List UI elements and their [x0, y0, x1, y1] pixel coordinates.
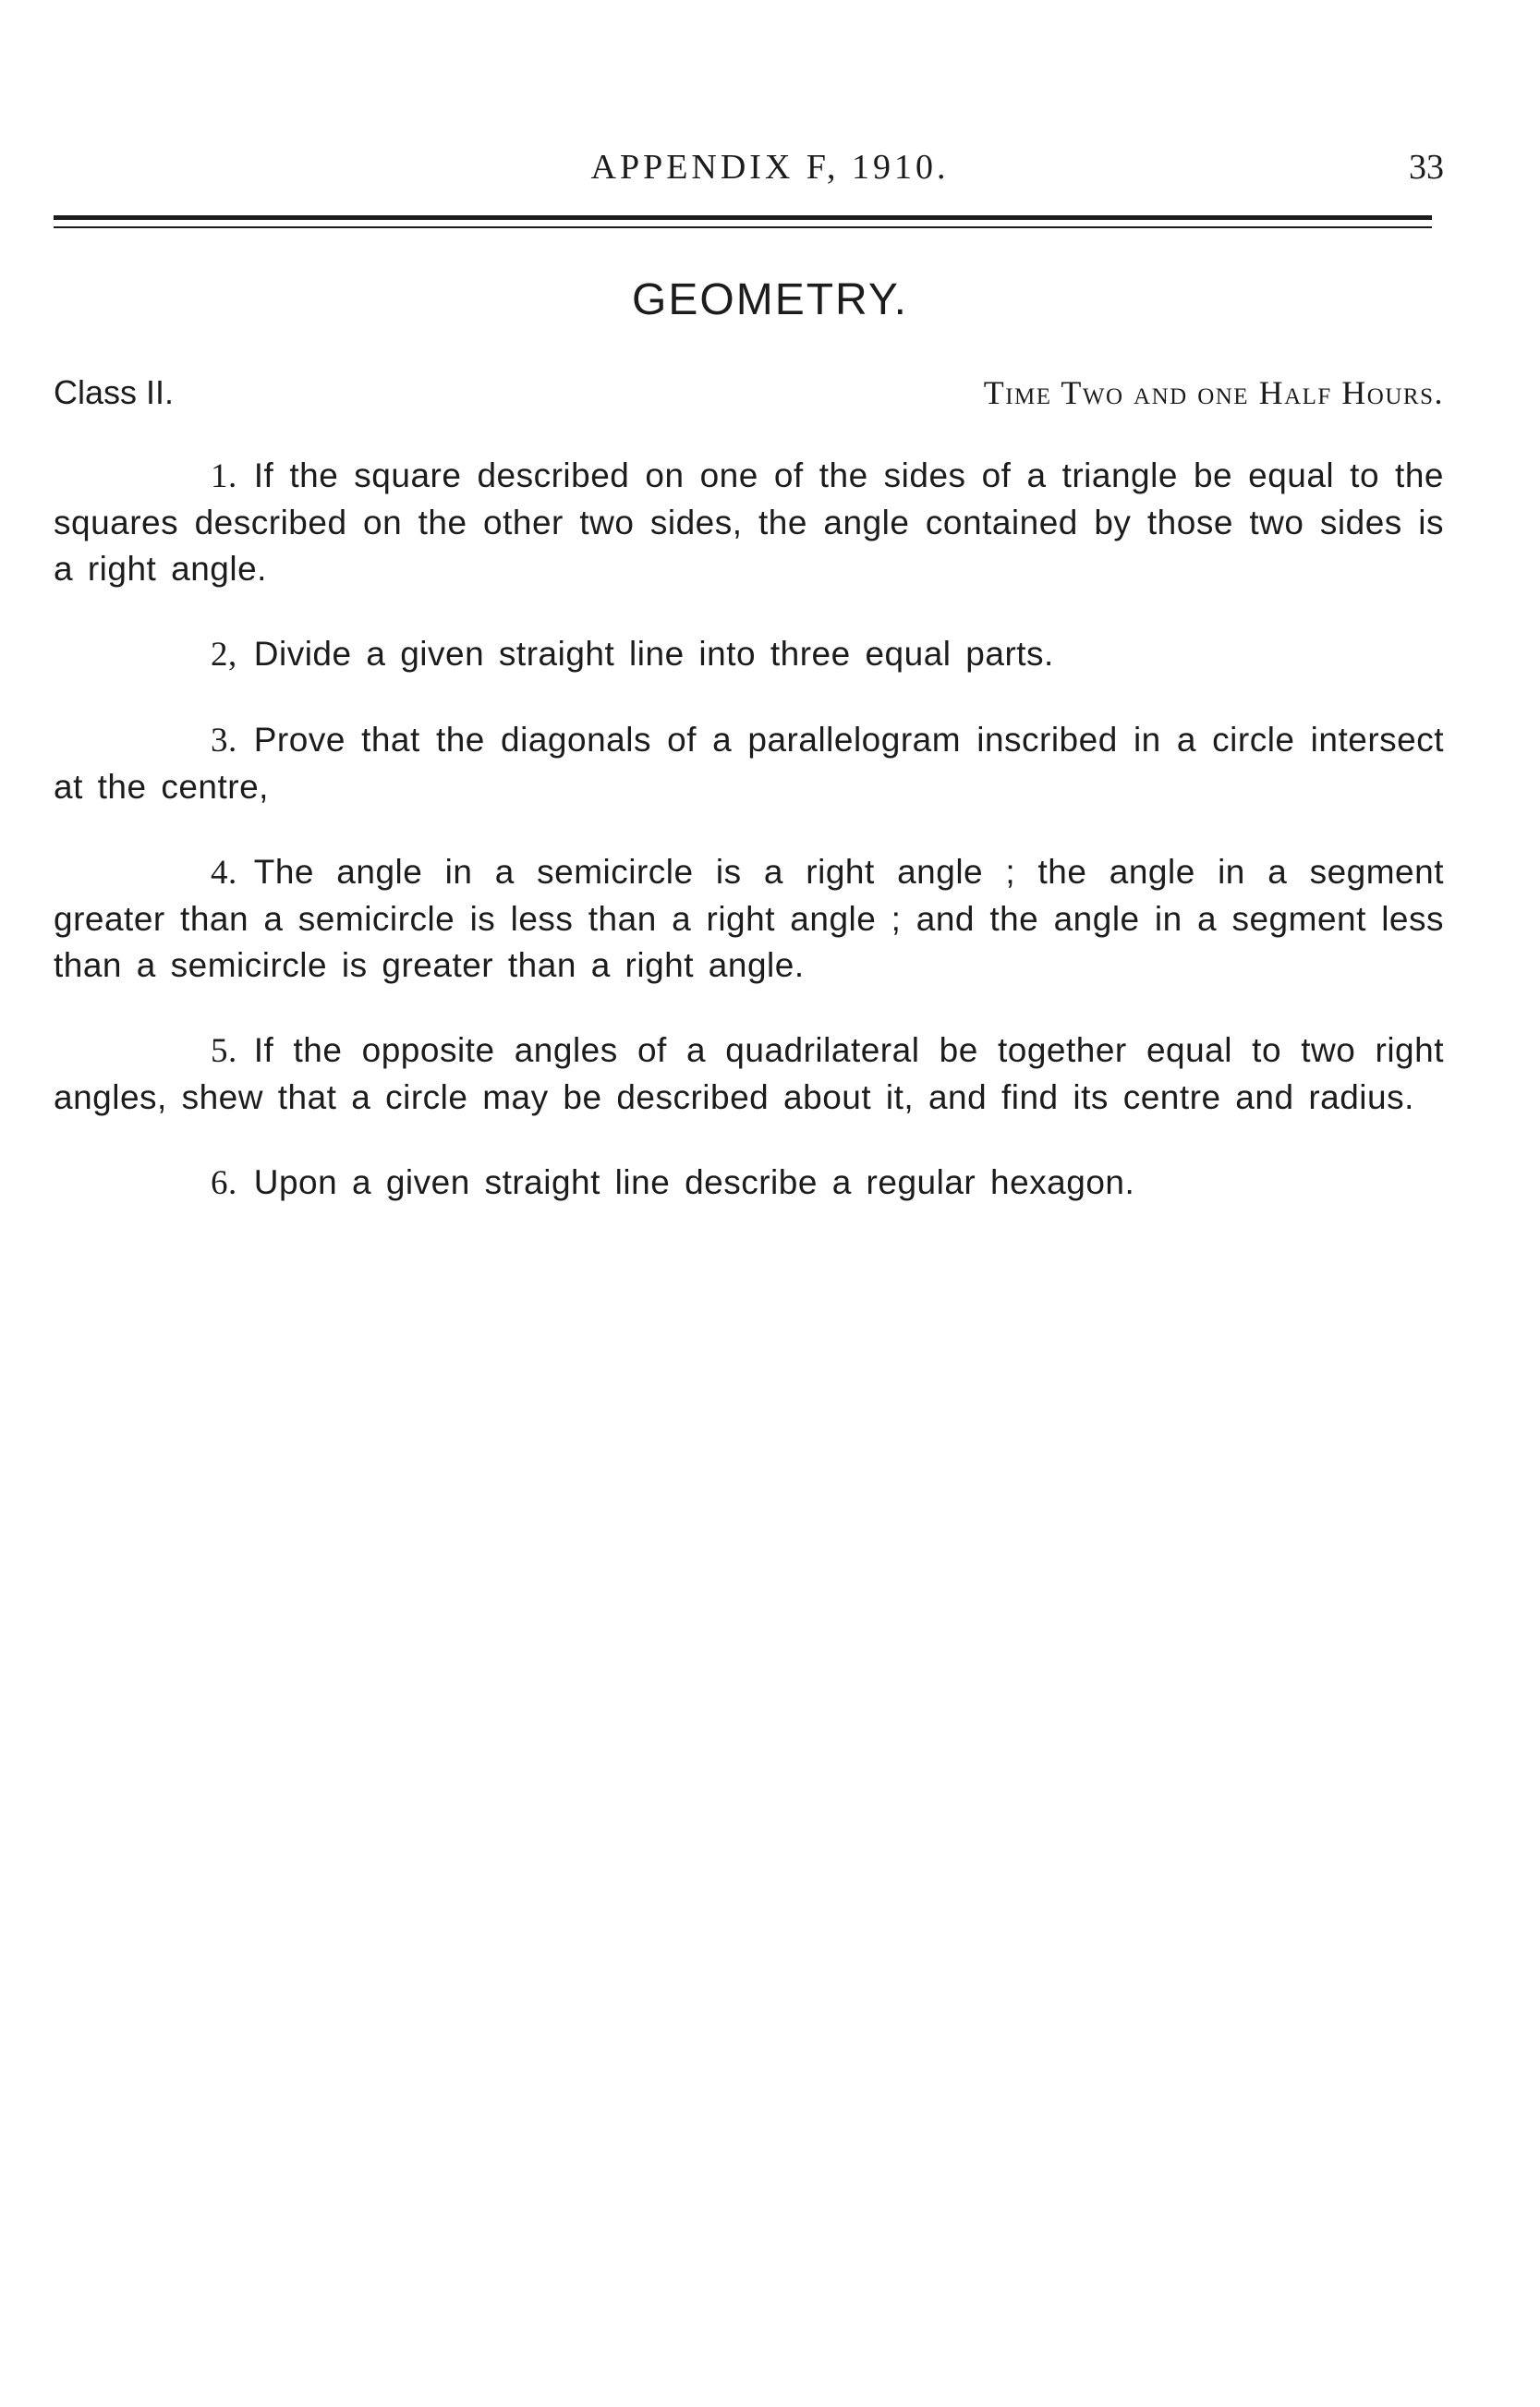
question-item [54, 717, 1444, 810]
header-rule-thin [54, 226, 1432, 228]
question-item [54, 631, 1444, 678]
question-text: The angle in a semicircle is a right angle ; the angle in a segment greater than a semicircle is less than a right angle ; and the angle in a segment less than a semicircle is greater than a right angle. [54, 853, 1444, 984]
question-text: Prove that the diagonals of a parallelogram inscribed in a circle intersect at the centre, [54, 721, 1444, 806]
question-number: 2, [211, 636, 237, 674]
question-text: Upon a given straight line describe a regular hexagon. [253, 1163, 1135, 1201]
class-label: Class II. [54, 373, 175, 411]
question-number: 3. [211, 722, 237, 760]
exam-subheading [0, 370, 1540, 416]
question-item [54, 453, 1444, 592]
question-text: Divide a given straight line into three equal parts. [253, 635, 1054, 673]
question-text: If the opposite angles of a quadrilateral be together equal to two right angles, shew that a circle may be described about it, and find its centre and radius. [54, 1031, 1444, 1116]
running-title: APPENDIX F, 1910. [590, 148, 950, 187]
time-allowed-label: Time Two and one Half Hours. [983, 374, 1444, 411]
question-number: 6. [211, 1164, 237, 1202]
question-text: If the square described on one of the sides of a triangle be equal to the squares described on the other two sides, the angle contained by those two sides is a right angle. [54, 456, 1444, 588]
question-item [54, 849, 1444, 989]
question-list [54, 453, 1444, 1246]
question-number: 1. [211, 457, 237, 495]
question-number: 4. [211, 854, 237, 892]
question-number: 5. [211, 1032, 237, 1070]
question-item [54, 1027, 1444, 1121]
section-title: GEOMETRY. [632, 275, 908, 324]
page-number: 33 [1409, 148, 1444, 187]
header-rule-thick [54, 215, 1432, 220]
running-head [0, 144, 1540, 190]
question-item [54, 1160, 1444, 1207]
